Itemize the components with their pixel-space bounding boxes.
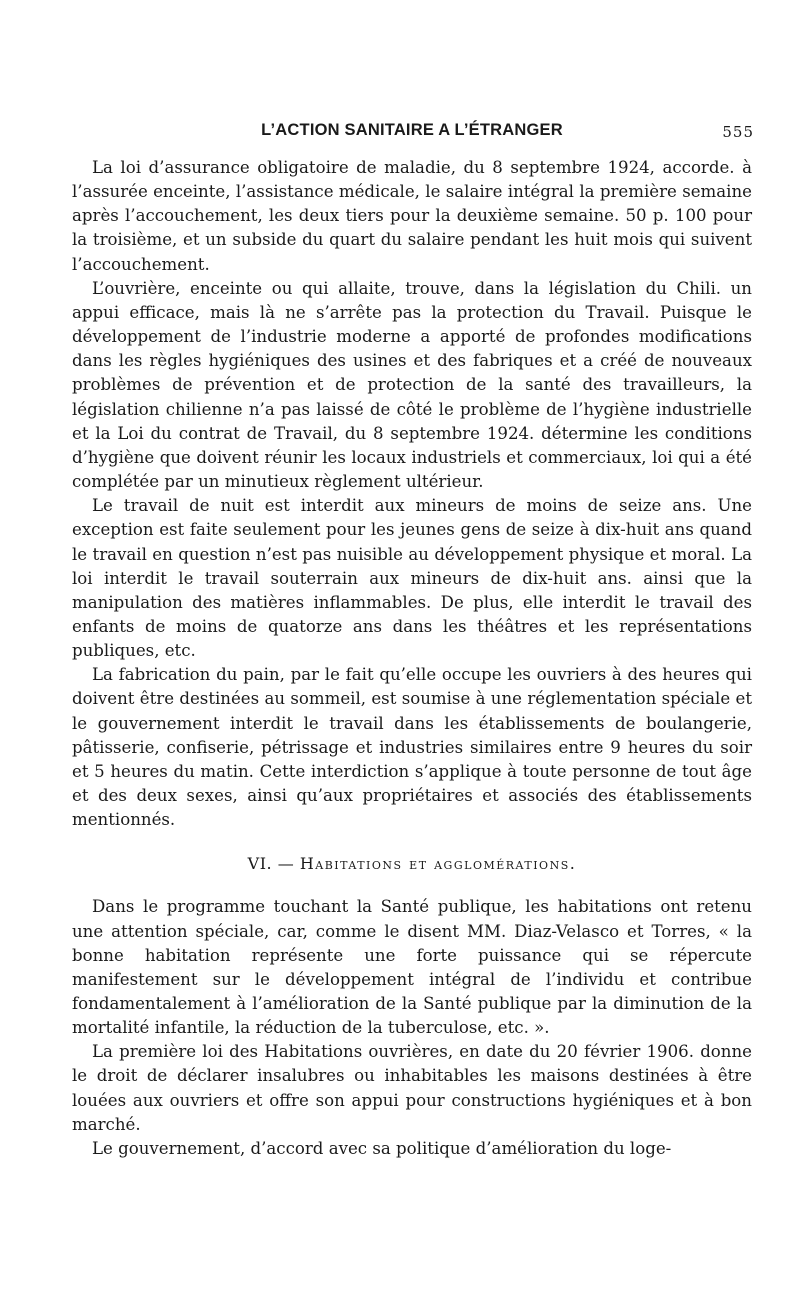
paragraph-night-work: Le travail de nuit est interdit aux mineurs de moins de seize ans. Une exception est faite seulement pour les jeunes gens de seize à dix-huit ans quand le travail en question n’est pas nuisible au développement physique et moral. La loi interdit le travail souterrain aux mineurs de dix-huit ans. ainsi que la manipulation des matières inflammables. De plus, elle interdit le travail des enfants de moins de quatorze ans dans les théâtres et les représentations publiques, etc. bbox=[72, 496, 752, 661]
paragraph-industrial-hygiene: L’ouvrière, enceinte ou qui allaite, trouve, dans la législation du Chili. un appui efficace, mais là ne s’arrête pas la protection du Travail. Puisque le développement de l’industrie moderne a apporté de profondes modifications dans les règles hygiéniques des usines et des fabriques et a créé de nouveaux problèmes de prévention et de protection de la santé des travailleurs, la législation chilienne n’a pas laissé de côté le problème de l’hygiène industrielle et la Loi du contrat de Travail, du 8 septembre 1924. détermine les conditions d’hygiène que doivent réunir les locaux industriels et commerciaux, loi qui a été complétée par un minutieux règlement ultérieur. bbox=[72, 278, 752, 492]
body-text-after bbox=[72, 895, 752, 1161]
section-number: VI. — bbox=[247, 854, 295, 874]
page bbox=[72, 118, 752, 1161]
paragraph-government-policy: Le gouvernement, d’accord avec sa politique d’amélioration du loge- bbox=[92, 1138, 672, 1158]
section-heading bbox=[72, 854, 752, 873]
paragraph-bread-making: La fabrication du pain, par le fait qu’elle occupe les ouvriers à des heures qui doivent être destinées au sommeil, est soumise à une réglementation spéciale et le gouvernement interdit le travail dans les établissements de boulangerie, pâtisserie, confiserie, pétrissage et industries similaires entre 9 heures du soir et 5 heures du matin. Cette interdiction s’applique à toute personne de tout âge et des deux sexes, ainsi qu’aux propriétaires et associés des établissements mentionnés. bbox=[72, 665, 752, 830]
body-text-before bbox=[72, 156, 752, 832]
running-title: L’ACTION SANITAIRE A L’ÉTRANGER bbox=[261, 121, 563, 139]
section-title: Habitations et agglomérations. bbox=[299, 854, 577, 874]
paragraph-housing-program: Dans le programme touchant la Santé publique, les habitations ont retenu une attention spéciale, car, comme le disent MM. Diaz-Velasco et Torres, « la bonne habitation représente une forte puissance qui se répercute manifestement sur le développement intégral de l’individu et contribue fondamentalement à l’amélioration de la Santé publique par la diminution de la mortalité infantile, la réduction de la tuberculose, etc. ». bbox=[72, 897, 752, 1038]
paragraph-first-housing-law: La première loi des Habitations ouvrières, en date du 20 février 1906. donne le droit de déclarer insalubres ou inhabitables les maisons destinées à être louées aux ouvriers et offre son appui pour constructions hygiéniques et à bon marché. bbox=[72, 1042, 752, 1134]
page-number: 555 bbox=[722, 123, 754, 141]
running-head bbox=[72, 118, 752, 148]
paragraph-maternity-insurance: La loi d’assurance obligatoire de maladie, du 8 septembre 1924, accorde. à l’assurée enceinte, l’assistance médicale, le salaire intégral la première semaine après l’accouchement, les deux tiers pour la deuxième semaine. 50 p. 100 pour la troisième, et un subside du quart du salaire pendant les huit mois qui suivent l’accouchement. bbox=[72, 158, 752, 274]
